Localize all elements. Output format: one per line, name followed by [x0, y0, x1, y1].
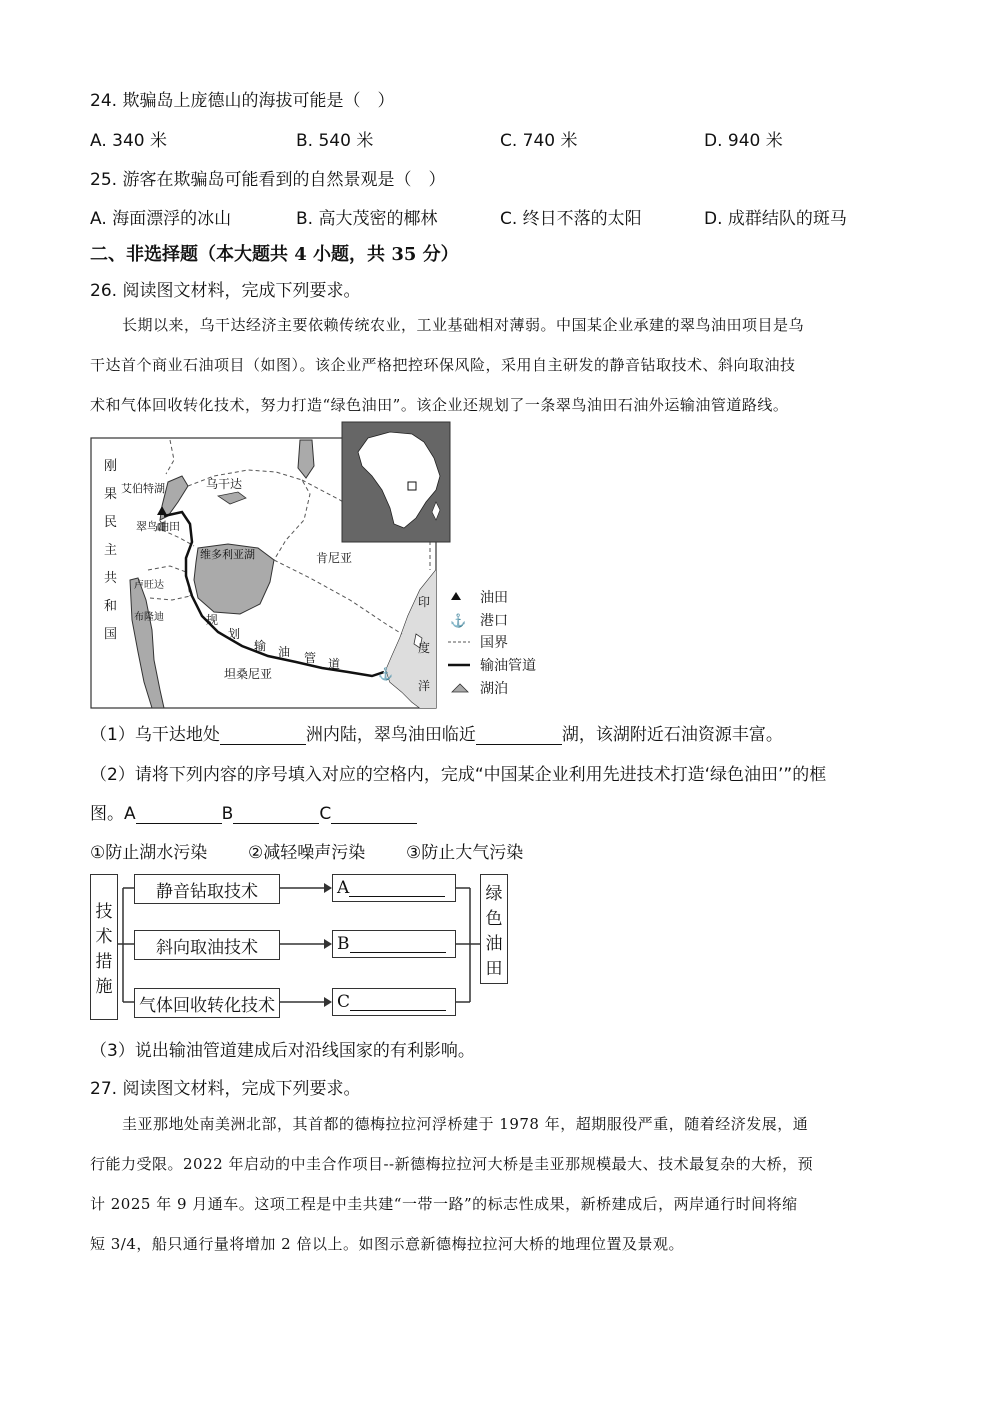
flowchart-label: 施 — [95, 977, 113, 997]
label-drc: 主 — [104, 543, 118, 558]
flowchart-green-oilfield — [480, 874, 508, 984]
q26-material-line: 长期以来，乌干达经济主要依赖传统农业，工业基础相对薄弱。中国某企业承建的翠鸟油田项目是乌 — [122, 316, 805, 334]
q26-sub1 — [90, 720, 783, 745]
label-kingfisher: 翠鸟油田 — [136, 520, 180, 533]
label-albert-lake: 艾伯特湖 — [121, 482, 165, 495]
label-drc: 和 — [104, 599, 118, 614]
flowchart-label: 色 — [485, 909, 503, 929]
flowchart-tech-box: 斜向取油技术 — [134, 930, 280, 960]
label-drc: 刚 — [104, 459, 118, 474]
blank-continent — [220, 726, 306, 745]
q26-sub2-line1: （2）请将下列内容的序号填入对应的空格内，完成“中国某企业利用先进技术打造‘绿色油田’”的框 — [90, 765, 827, 785]
legend-border: 国界 — [480, 635, 508, 651]
legend-port-icon: ⚓ — [450, 614, 467, 629]
legend-oilfield: 油田 — [480, 590, 508, 606]
flowchart-label: 油 — [485, 934, 503, 954]
legend-oilfield-icon — [451, 592, 461, 600]
label-drc: 果 — [104, 487, 118, 502]
flowchart-tech-box: 静音钻取技术 — [134, 874, 280, 904]
blank-b — [233, 805, 319, 824]
flowchart-label: 绿 — [485, 884, 503, 904]
legend-lake-icon — [452, 684, 468, 692]
label-drc: 民 — [104, 515, 118, 530]
q26-sub2-text: B — [221, 804, 234, 824]
label-tanzania: 坦桑尼亚 — [224, 667, 273, 681]
q27-material-line: 行能力受限。2022 年启动的中圭合作项目--新德梅拉拉河大桥是圭亚那规模最大、技术最复杂的大桥，预 — [90, 1155, 814, 1173]
label-pipeline: 管 — [304, 651, 317, 665]
flowchart-blank — [350, 936, 446, 953]
uganda-oilfield-map — [90, 420, 560, 710]
label-drc: 共 — [104, 571, 118, 586]
label-pipeline: 油 — [278, 645, 291, 659]
q26-choice: ①防止湖水污染 — [90, 843, 208, 863]
q26-sub2-text: C — [319, 804, 332, 824]
flowchart-result-box — [332, 988, 456, 1016]
q27-material-line: 计 2025 年 9 月通车。这项工程是中圭共建“一带一路”的标志性成果，新桥建成后，两岸通行时间将缩 — [90, 1195, 798, 1213]
label-rwanda: 卢旺达 — [134, 580, 164, 591]
label-kenya: 肯尼亚 — [316, 551, 353, 565]
label-pipeline: 规 — [206, 613, 219, 627]
q26-sub1-text: 湖，该湖附近石油资源丰富。 — [561, 725, 783, 745]
q24-option-c: C. 740 米 — [500, 131, 578, 151]
section-title: 二、非选择题（本大题共 4 小题，共 35 分） — [90, 244, 459, 265]
flowchart-blank — [350, 994, 446, 1011]
flowchart-label: 术 — [95, 927, 113, 947]
q26-choice: ②减轻噪声污染 — [248, 843, 366, 863]
label-drc: 国 — [104, 627, 118, 642]
label-indian-ocean: 印 — [418, 595, 431, 609]
q26-sub3: （3）说出输油管道建成后对沿线国家的有利影响。 — [90, 1041, 475, 1061]
legend-pipeline: 输油管道 — [480, 658, 536, 674]
flowchart-result-label: B — [337, 934, 350, 954]
label-pipeline: 道 — [328, 657, 341, 671]
q24-option-a: A. 340 米 — [90, 131, 167, 151]
q26-sub2-line2 — [90, 799, 417, 824]
q25-option-b: B. 高大茂密的椰林 — [296, 209, 438, 229]
green-oilfield-flowchart — [90, 874, 520, 1020]
legend-lake: 湖泊 — [480, 681, 508, 697]
label-uganda: 乌干达 — [206, 477, 243, 491]
flowchart-label: 措 — [95, 952, 113, 972]
label-burundi: 布隆迪 — [134, 612, 164, 623]
flowchart-result-label: C — [337, 992, 351, 1012]
label-pipeline: 输 — [254, 639, 267, 653]
q26-choice: ③防止大气污染 — [406, 843, 524, 863]
flowchart-tech-box: 气体回收转化技术 — [134, 988, 280, 1018]
label-victoria: 维多利亚湖 — [200, 548, 255, 561]
q26-sub1-text: 洲内陆，翠鸟油田临近 — [305, 725, 476, 745]
flowchart-result-box — [332, 874, 456, 902]
blank-c — [331, 805, 417, 824]
q24-option-b: B. 540 米 — [296, 131, 374, 151]
q24-stem: 24. 欺骗岛上庞德山的海拔可能是（ ） — [90, 91, 395, 111]
label-pipeline: 划 — [228, 627, 241, 641]
legend-port: 港口 — [480, 613, 508, 629]
flowchart-result-box — [332, 930, 456, 958]
flowchart-label: 田 — [485, 959, 503, 979]
label-indian-ocean: 度 — [418, 641, 431, 655]
q27-material-line: 圭亚那地处南美洲北部，其首都的德梅拉拉河浮桥建于 1978 年，超期服役严重，随着经济发展，通 — [122, 1115, 809, 1133]
q24-option-d: D. 940 米 — [704, 131, 783, 151]
flowchart-blank — [349, 880, 445, 897]
q25-option-d: D. 成群结队的斑马 — [704, 209, 847, 229]
q27-material-line: 短 3/4，船只通行量将增加 2 倍以上。如图示意新德梅拉拉河大桥的地理位置及景观。 — [90, 1235, 684, 1253]
q27-stem: 27. 阅读图文材料，完成下列要求。 — [90, 1079, 361, 1099]
port-marker: ⚓ — [378, 667, 393, 681]
q26-sub1-text: （1）乌干达地处 — [90, 725, 220, 745]
q26-stem: 26. 阅读图文材料，完成下列要求。 — [90, 281, 361, 301]
q26-material-line: 干达首个商业石油项目（如图）。该企业严格把控环保风险，采用自主研发的静音钻取技术、斜向取油技 — [90, 356, 796, 374]
flowchart-result-label: A — [337, 878, 350, 898]
q25-option-a: A. 海面漂浮的冰山 — [90, 209, 232, 229]
q26-sub2-text: 图。A — [90, 804, 136, 824]
flowchart-label: 技 — [95, 902, 113, 922]
blank-lake — [476, 726, 562, 745]
q26-material-line: 术和气体回收转化技术，努力打造“绿色油田”。该企业还规划了一条翠鸟油田石油外运输油管道路线。 — [90, 396, 789, 414]
label-indian-ocean: 洋 — [418, 679, 431, 693]
q25-option-c: C. 终日不落的太阳 — [500, 209, 642, 229]
q25-stem: 25. 游客在欺骗岛可能看到的自然景观是（ ） — [90, 170, 446, 190]
blank-a — [136, 805, 222, 824]
flowchart-tech-measures — [90, 874, 118, 1020]
